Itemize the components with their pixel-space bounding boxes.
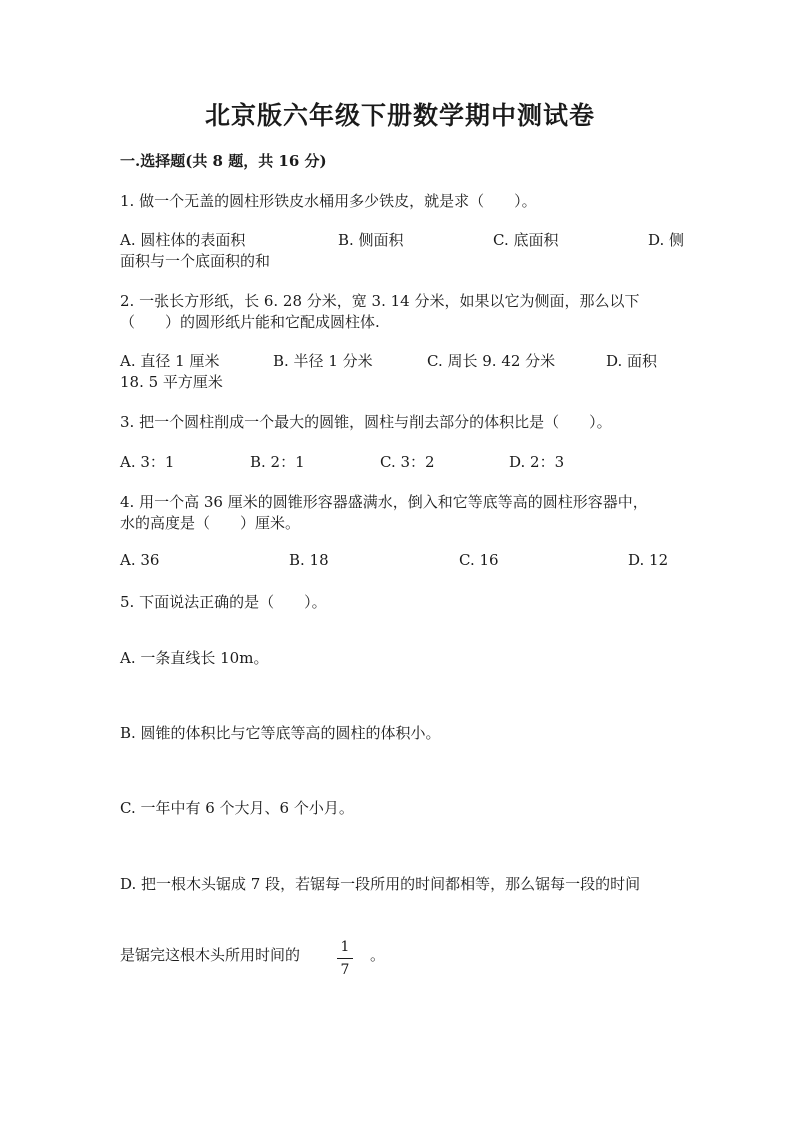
- q1-option-c: C. 底面积: [493, 231, 559, 249]
- q2-option-c: C. 周长 9. 42 分米: [427, 352, 556, 370]
- question-1-text: 1. 做一个无盖的圆柱形铁皮水桶用多少铁皮，就是求（ ）。: [120, 192, 537, 210]
- section-heading: 一.选择题(共 8 题，共 16 分): [120, 152, 327, 170]
- q5-option-d: D. 把一根木头锯成 7 段，若锯每一段所用的时间都相等，那么锯每一段的时间: [120, 875, 641, 893]
- q3-option-d: D. 2：3: [509, 453, 565, 471]
- q5-option-d-continued: 是锯完这根木头所用时间的: [120, 946, 301, 964]
- q3-option-c: C. 3：2: [380, 453, 435, 471]
- page-title: 北京版六年级下册数学期中测试卷: [204, 101, 595, 130]
- question-2-text-line2: （ ）的圆形纸片能和它配成圆柱体.: [120, 313, 380, 331]
- q2-option-a: A. 直径 1 厘米: [120, 352, 220, 370]
- fraction-bar: [337, 958, 353, 959]
- q1-option-d: D. 侧: [648, 231, 685, 249]
- q5-option-d-end-mark: 。: [370, 946, 386, 964]
- question-5-text: 5. 下面说法正确的是（ ）。: [120, 593, 327, 611]
- q1-option-d-continued: 面积与一个底面积的和: [120, 252, 271, 270]
- q5-option-a: A. 一条直线长 10m。: [120, 649, 269, 667]
- q4-option-d: D. 12: [628, 551, 669, 569]
- question-3-text: 3. 把一个圆柱削成一个最大的圆锥，圆柱与削去部分的体积比是（ ）。: [120, 413, 612, 431]
- fraction-numerator: 1: [340, 939, 350, 955]
- fraction-denominator: 7: [340, 962, 350, 978]
- q5-option-c: C. 一年中有 6 个大月、6 个小月。: [120, 799, 354, 817]
- q2-option-d: D. 面积: [606, 352, 658, 370]
- q2-option-b: B. 半径 1 分米: [273, 352, 373, 370]
- q2-option-d-continued: 18. 5 平方厘米: [120, 373, 223, 391]
- question-4-text: 4. 用一个高 36 厘米的圆锥形容器盛满水，倒入和它等底等高的圆柱形容器中，: [120, 493, 648, 511]
- question-4-text-line2: 水的高度是（ ）厘米。: [120, 514, 301, 532]
- question-2-text: 2. 一张长方形纸，长 6. 28 分米，宽 3. 14 分米，如果以它为侧面，那么以下: [120, 292, 640, 310]
- q4-option-c: C. 16: [459, 551, 499, 569]
- q1-option-a: A. 圆柱体的表面积: [120, 231, 246, 249]
- fraction-one-seventh: [337, 938, 353, 979]
- q3-option-a: A. 3：1: [120, 453, 175, 471]
- q1-option-b: B. 侧面积: [338, 231, 404, 249]
- q4-option-a: A. 36: [120, 551, 160, 569]
- q5-option-b: B. 圆锥的体积比与它等底等高的圆柱的体积小。: [120, 724, 441, 742]
- q4-option-b: B. 18: [289, 551, 329, 569]
- q3-option-b: B. 2：1: [250, 453, 305, 471]
